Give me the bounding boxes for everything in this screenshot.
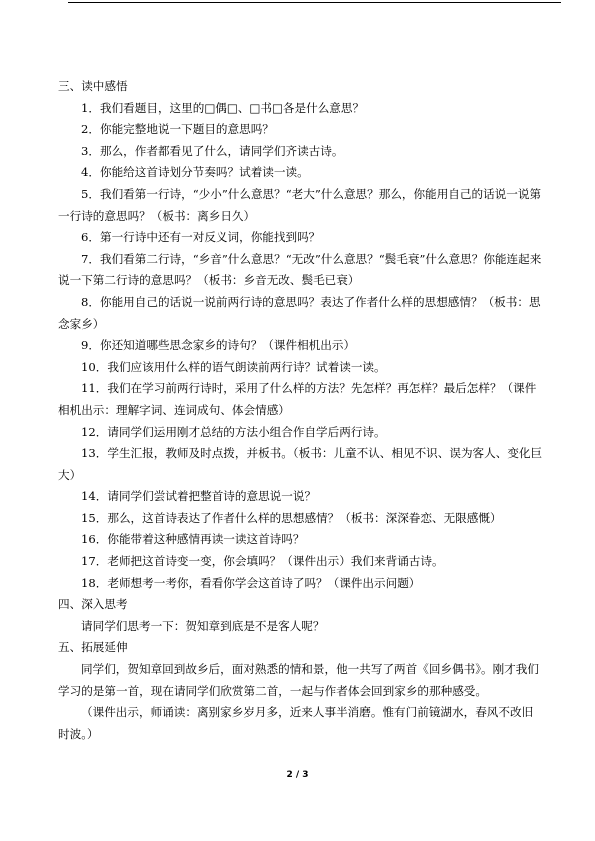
question-item: 14．请同学们尝试着把整首诗的意思说一说？ (81, 489, 317, 504)
section-5-paragraph-2: （课件出示，师诵读：离别家乡岁月多，近来人事半消磨。惟有门前镜湖水，春风不改旧时波。） (58, 705, 534, 741)
question-item: 11．我们在学习前两行诗时，采用了什么样的方法？先怎样？再怎样？最后怎样？（课件相机出示：理解字词、连词成句、体会情感） (58, 381, 537, 417)
question-item: 15．那么，这首诗表达了作者什么样的思想感情？（板书：深深眷恋、无限感慨） (81, 510, 502, 525)
question-item: 13．学生汇报，教师及时点拨，并板书。（板书：儿童不认、相见不识、误为客人、变化巨大） (58, 446, 543, 482)
section-heading-4: 四、深入思考 (58, 597, 128, 612)
header-rule (68, 2, 561, 3)
question-item: 1．我们看题目，这里的□偶□、□书□各是什么意思？ (81, 100, 365, 115)
question-item: 10．我们应该用什么样的语气朗读前两行诗？试着读一读。 (81, 359, 386, 374)
question-item: 12．请同学们运用刚才总结的方法小组合作自学后两行诗。 (81, 424, 386, 439)
question-item: 7．我们看第二行诗，“乡音”什么意思？“无改”什么意思？“鬓毛衰”什么意思？你能连起来说一下第二行诗的意思吗？（板书：乡音无改、鬓毛已衰） (58, 251, 542, 288)
question-item: 6．第一行诗中还有一对反义词，你能找到吗？ (81, 230, 321, 245)
question-item: 8．你能用自己的话说一说前两行诗的意思吗？表达了作者什么样的思想感情？（板书：思念家乡） (58, 294, 541, 331)
question-item: 3．那么，作者都看见了什么，请同学们齐读古诗。 (81, 143, 344, 158)
question-item: 16．你能带着这种感情再读一读这首诗吗？ (81, 532, 305, 547)
page-number: 2 / 3 (286, 770, 309, 780)
question-item: 17．老师把这首诗变一变，你会填吗？（课件出示）我们来背诵古诗。 (81, 554, 444, 569)
section-heading-5: 五、拓展延伸 (58, 640, 128, 655)
section-heading-3: 三、读中感悟 (58, 79, 128, 93)
document-body (58, 76, 544, 745)
question-item: 5．我们看第一行诗，“少小”什么意思？“老大”什么意思？那么，你能用自己的话说一说第一行诗的意思吗？（板书：离乡日久） (58, 186, 542, 223)
question-item: 2．你能完整地说一下题目的意思吗？ (81, 122, 274, 137)
section-5-paragraph-1: 同学们，贺知章回到故乡后，面对熟悉的情和景，他一共写了两首《回乡偶书》。刚才我们学习的是第一首，现在请同学们欣赏第二首，一起与作者体会回到家乡的那种感受。 (58, 662, 539, 698)
question-item: 4．你能给这首诗划分节奏吗？试着读一读。 (81, 165, 309, 180)
question-item: 18．老师想考一考你，看看你学会这首诗了吗？（课件出示问题） (81, 575, 421, 590)
section-4-text: 请同学们思考一下：贺知章到底是不是客人呢？ (81, 618, 325, 633)
question-item: 9．你还知道哪些思念家乡的诗句？（课件相机出示） (81, 338, 356, 353)
question-list (58, 98, 544, 595)
